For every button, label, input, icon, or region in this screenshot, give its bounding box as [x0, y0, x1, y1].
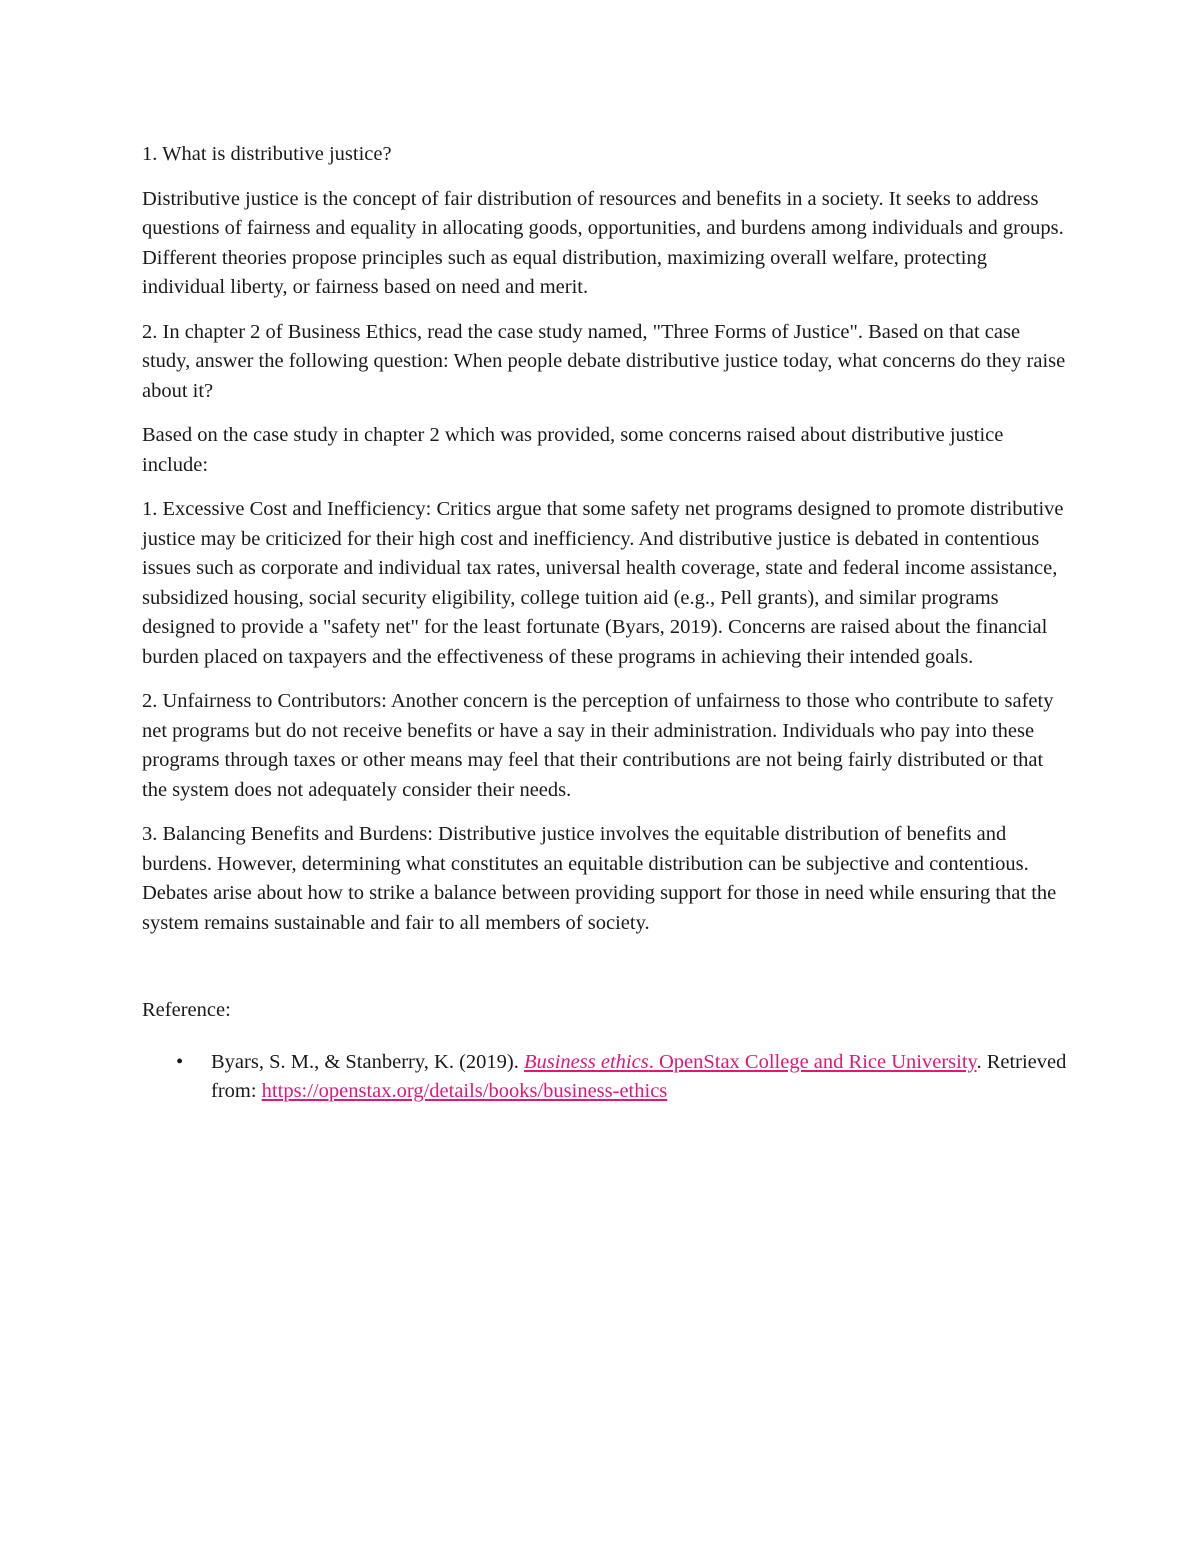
- document-page: [142, 140, 1072, 1107]
- reference-heading: Reference:: [142, 999, 231, 1021]
- reference-item: [142, 1048, 1072, 1107]
- concern-point-2: 2. Unfairness to Contributors: Another concern is the perception of unfairness to those who contribute to safety net programs but do not receive benefits or have a say in their administration. Individuals who pay into these programs through taxes or other means may feel that their contributions are not being fairly distributed or that the system does not adequately consider their needs.: [142, 690, 1054, 801]
- question-2-intro: Based on the case study in chapter 2 which was provided, some concerns raised about distributive justice include:: [142, 424, 1004, 476]
- reference-publisher-link[interactable]: . OpenStax College and Rice University: [648, 1050, 977, 1073]
- reference-list: [142, 1048, 1072, 1107]
- reference-authors: Byars, S. M., & Stanberry, K. (2019).: [211, 1050, 524, 1073]
- concern-point-1: 1. Excessive Cost and Inefficiency: Critics argue that some safety net programs designed to promote distributive justice may be criticized for their high cost and inefficiency. And distributive justice is debated in contentious issues such as corporate and individual tax rates, universal health coverage, state and federal income assistance, subsidized housing, social security eligibility, college tuition aid (e.g., Pell grants), and similar programs designed to provide a "safety net" for the least fortunate (Byars, 2019). Concerns are raised about the financial burden placed on taxpayers and the effectiveness of these programs in achieving their intended goals.: [142, 498, 1064, 668]
- reference-retrieved-text: . Retrieved from:: [211, 1050, 1067, 1102]
- question-1-heading: 1. What is distributive justice?: [142, 143, 392, 165]
- concern-point-3: 3. Balancing Benefits and Burdens: Distributive justice involves the equitable distribution of benefits and burdens. However, determining what constitutes an equitable distribution can be subjective and contentious. Debates arise about how to strike a balance between providing support for those in need while ensuring that the system remains sustainable and fair to all members of society.: [142, 823, 1057, 934]
- reference-url-link[interactable]: https://openstax.org/details/books/business-ethics: [261, 1080, 668, 1102]
- reference-title-link[interactable]: Business ethics: [523, 1050, 649, 1073]
- question-2-heading: 2. In chapter 2 of Business Ethics, read the case study named, "Three Forms of Justice". Based on that case study, answer the following question: When people debate distributive justice today, what concerns do they raise about it?: [142, 320, 1066, 402]
- bullet-icon: •: [176, 1050, 184, 1073]
- question-1-answer: Distributive justice is the concept of fair distribution of resources and benefits in a society. It seeks to address questions of fairness and equality in allocating goods, opportunities, and burdens among individuals and groups. Different theories propose principles such as equal distribution, maximizing overall welfare, protecting individual liberty, or fairness based on need and merit.: [142, 187, 1064, 298]
